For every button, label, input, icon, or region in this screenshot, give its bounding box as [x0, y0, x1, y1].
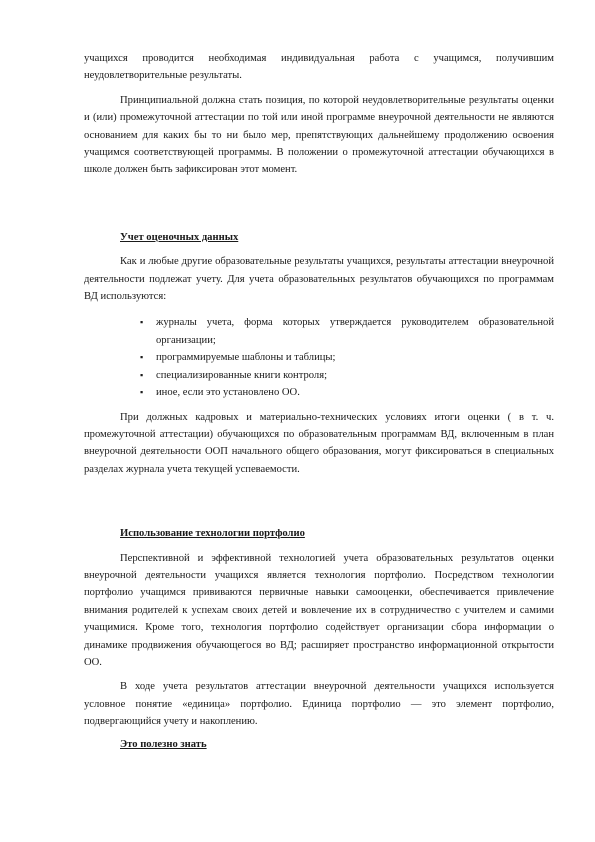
paragraph-portfolio-unit: В ходе учета результатов аттестации внеурочной деятельности учащихся используется условное понятие «единица» портфолио. Единица портфолио — это элемент портфолио, подвергающийся учету и накоплению. — [84, 681, 554, 728]
list-item — [84, 367, 554, 384]
bullet-icon: ▪ — [140, 352, 144, 363]
paragraph-continuation: учащихся проводится необходимая индивидуальная работа с учащимся, получившим неудовлетворительные результаты. — [84, 53, 554, 82]
bullet-icon: ▪ — [140, 387, 144, 398]
bullet-icon: ▪ — [140, 317, 144, 328]
list-item-text: специализированные книги контроля; — [156, 369, 328, 381]
list-item — [84, 314, 554, 349]
paragraph-principle: Принципиальной должна стать позиция, по которой неудовлетворительные результаты оценки и (или) промежуточной аттестации по той или иной программе внеурочной деятельности не являются основанием для каких бы то ни было мер, препятствующих дальнейшему продолжению освоения учащимся соответствующей программы. В положении о промежуточной аттестации обучающихся в школе должен быть зафиксирован этот момент. — [84, 94, 554, 176]
list-item-text: иное, если это установлено ОО. — [156, 387, 300, 399]
paragraph-records-intro: Как и любые другие образовательные результаты учащихся, результаты аттестации внеурочной деятельности подлежат учету. Для учета образовательных результатов обучающихся по программам ВД используются: — [84, 256, 554, 303]
list-item-text: журналы учета, форма которых утверждается руководителем образовательной организации; — [156, 317, 554, 346]
paragraph-portfolio-technology: Перспективной и эффективной технологией учета образовательных результатов оценки внеурочной деятельности учащихся является технология портфолио. Посредством технологии портфолио учащимся прививаются первичные навыки самооценки, обеспечивается привлечение внимания родителей к успехам своих детей и вовлечение их в сотрудничество с учителем и самими учащимися. Кроме того, технология портфолио содействует организации сбора информации о динамике продвижения обучающегося во ВД; расширяет пространство информационной открытости ОО. — [84, 552, 554, 668]
records-list — [84, 314, 554, 401]
list-item — [84, 349, 554, 366]
bullet-icon: ▪ — [140, 369, 144, 380]
list-item — [84, 384, 554, 401]
document-page — [84, 50, 554, 753]
list-item-text: программируемые шаблоны и таблицы; — [156, 352, 336, 364]
section-heading-useful-to-know: Это полезно знать — [120, 738, 207, 750]
paragraph-journal-recording: При должных кадровых и материально-технических условиях итоги оценки ( в т. ч. промежуточной аттестации) обучающихся по образовательным программам ВД, включенным в план внеурочной деятельности ООП начального общего образования, могут фиксироваться в специальных разделах журнала учета текущей успеваемости. — [84, 411, 554, 475]
section-heading-assessment-records: Учет оценочных данных — [120, 231, 239, 243]
section-heading-portfolio: Использование технологии портфолио — [120, 528, 305, 540]
